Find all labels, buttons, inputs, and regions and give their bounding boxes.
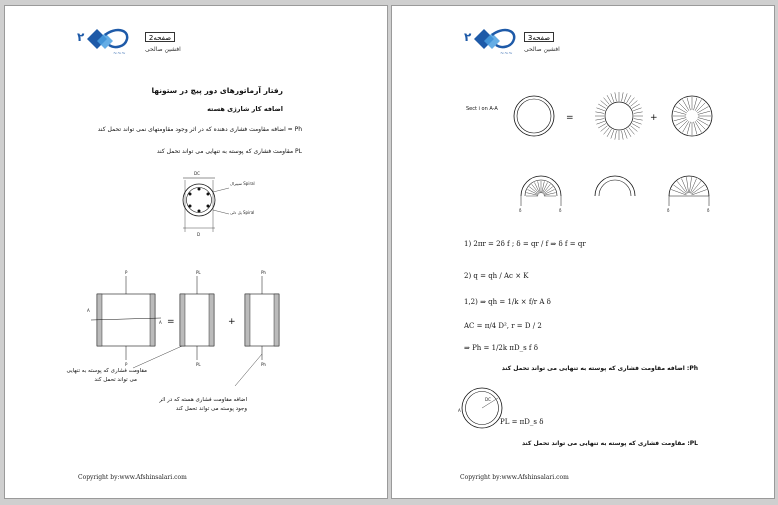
equals-sign: = [566, 113, 574, 123]
page-3 [391, 5, 775, 499]
ph-definition: Ph = اضافه مقاومت فشاری دهنده که در اثر وجود مقاومتهای نمی تواند تحمل کند [97, 126, 302, 133]
equation-1: 1) 2πr = 2δ f ; δ = qr / f ⇒ δ f = qr [464, 240, 586, 248]
equation-3: 1,2) ⇒ qh = 1/k × f/r A δ [464, 298, 551, 306]
page-2 [4, 5, 388, 499]
logo-icon [462, 25, 526, 59]
ph-definition: Ph: اضافه مقاومت فشاری که پوسته به تنهایی می تواند تحمل کند [501, 365, 698, 372]
svg-text:+: + [228, 317, 236, 327]
note-shell-1: مقاومت فشاری که پوسته به تنهایی [66, 368, 147, 374]
subheading: اضافه کار شارژی هسته [207, 105, 283, 113]
copyright: Copyright by:www.Afshinsalari.com [460, 474, 569, 481]
pl-definition: PL: مقاومت فشاری که پوسته به تنهایی می تواند تحمل کند [521, 440, 698, 447]
logo-number: ۲ [464, 30, 472, 44]
svg-text:=: = [167, 317, 175, 327]
svg-text:δ: δ [667, 208, 670, 213]
heading: رفتار آرماتورهای دور پیچ در ستونها [151, 86, 283, 95]
page-label: صفحه3 [524, 32, 554, 42]
logo-icon [75, 25, 139, 59]
force-decomposition-diagram [85, 268, 295, 368]
svg-text:P: P [125, 362, 128, 367]
equation-4: AC = π/4 D², r = D / 2 [464, 322, 542, 330]
svg-text:DC: DC [485, 397, 491, 402]
equation-5: ⇒ Ph = 1/2k πD_s f δ [464, 344, 538, 352]
logo-number: ۲ [77, 30, 85, 44]
svg-text:δ: δ [707, 208, 710, 213]
svg-text:PL: PL [196, 362, 201, 367]
svg-text:DC: DC [194, 171, 200, 176]
svg-text:D: D [197, 232, 201, 237]
svg-text:~~~: ~~~ [113, 51, 126, 57]
svg-text:δ: δ [559, 208, 562, 213]
plus-sign: + [650, 113, 658, 123]
column-section-diagram [169, 170, 259, 242]
svg-text:~~~: ~~~ [500, 51, 513, 57]
svg-text:Ph: Ph [261, 362, 266, 367]
svg-text:Ph: Ph [261, 270, 266, 275]
equation-2: 2) q = qh / Ac × K [464, 272, 529, 280]
svg-text:A: A [458, 408, 461, 413]
half-ring-diagrams [517, 166, 717, 218]
section-label: Sect i on A-A [466, 106, 498, 112]
svg-text:A: A [159, 320, 162, 325]
svg-text:سپیرال Spiral: سپیرال Spiral [230, 181, 255, 186]
svg-text:PL: PL [196, 270, 201, 275]
pl-definition: PL مقاومت فشاری که پوسته به تنهایی می تواند تحمل کند [156, 148, 302, 155]
note-shell-2: می تواند تحمل کند [94, 377, 137, 383]
ring-pressure-diagram [512, 90, 722, 148]
pl-formula: PL = πD_s δ [500, 418, 544, 426]
page-label: صفحه2 [145, 32, 175, 42]
note-core-1: اضافه مقاومت فشاری هسته که در اثر [159, 397, 247, 403]
svg-text:A: A [87, 308, 90, 313]
note-core-2: وجود پوسته می تواند تحمل کند [175, 406, 247, 412]
author: افشین صالحی [145, 46, 181, 53]
author: افشین صالحی [524, 46, 560, 53]
svg-text:P: P [125, 270, 128, 275]
svg-text:δ: δ [519, 208, 522, 213]
copyright: Copyright by:www.Afshinsalari.com [78, 474, 187, 481]
svg-text:پل دلی Spiral: پل دلی Spiral [230, 210, 255, 215]
